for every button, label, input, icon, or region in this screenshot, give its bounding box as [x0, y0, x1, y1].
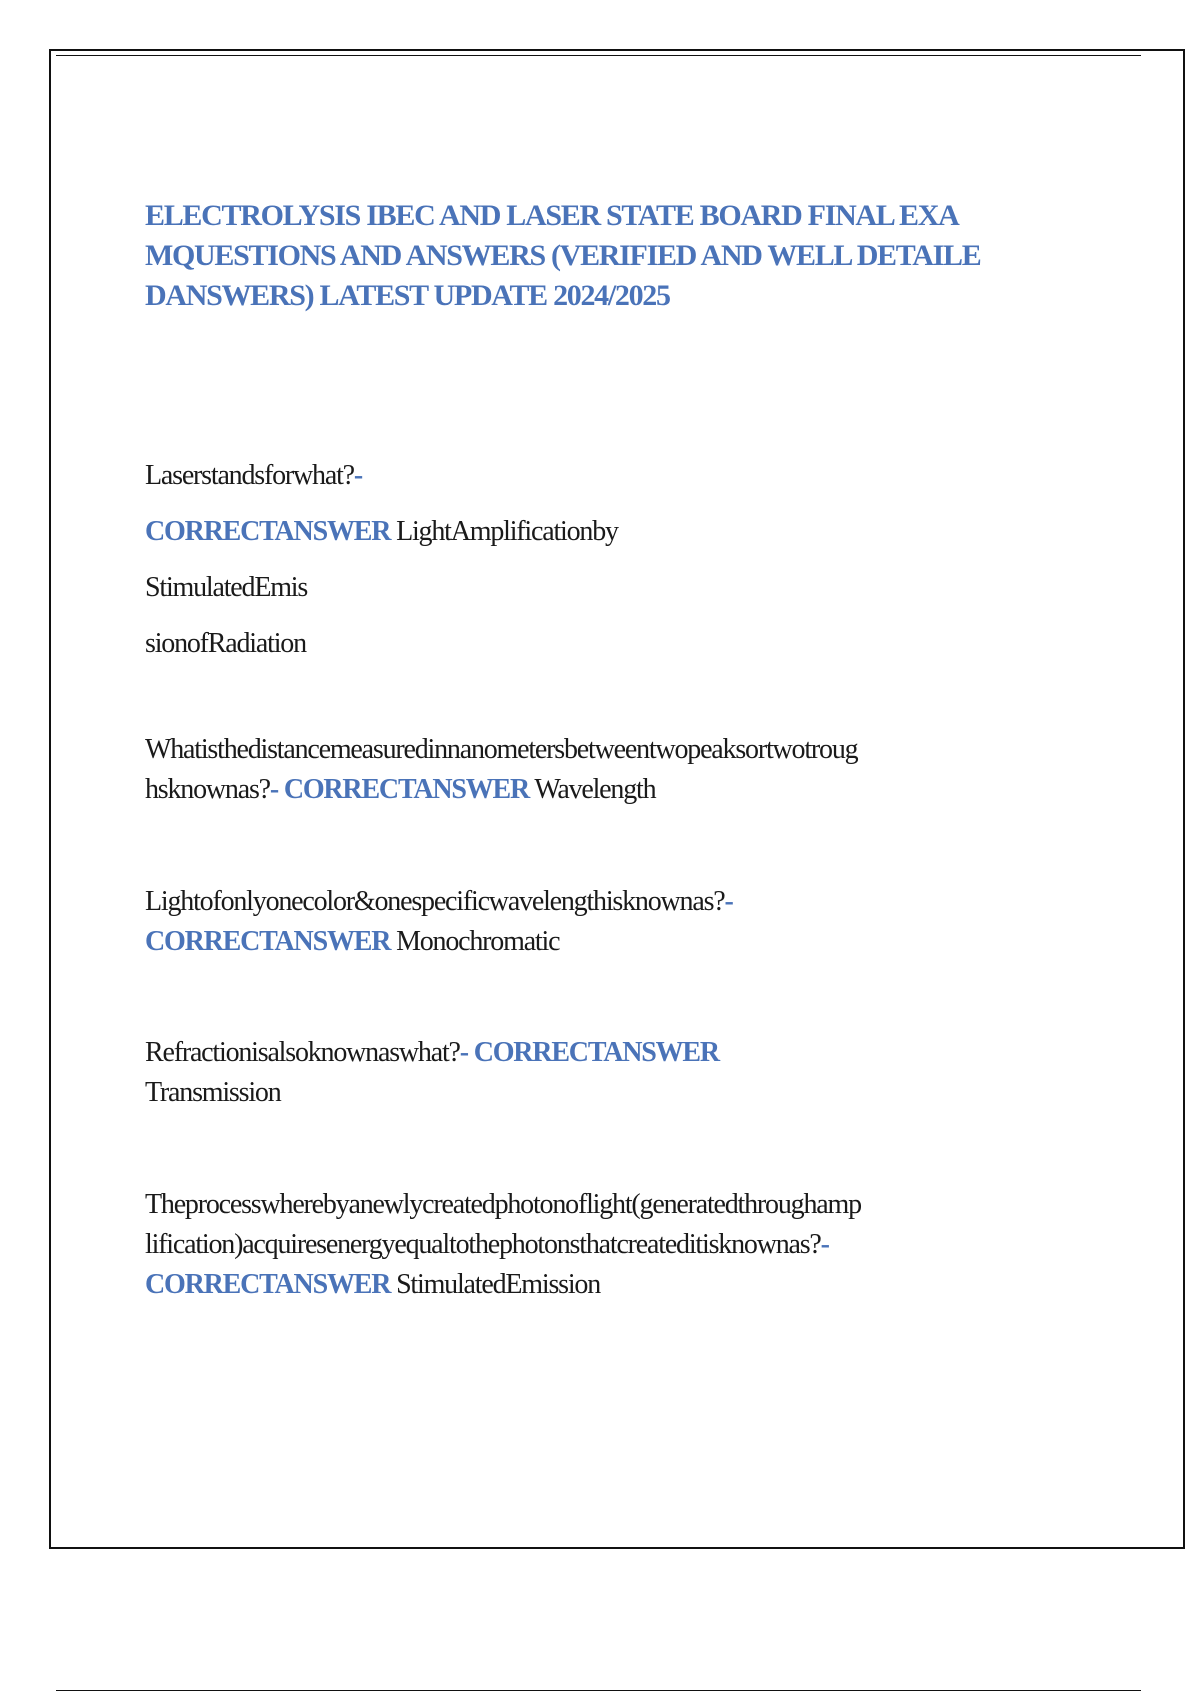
- answer-text-line-3: sionofRadiation: [145, 628, 306, 659]
- answer-dash: -: [820, 1229, 829, 1260]
- answer-dash: -: [459, 1037, 468, 1068]
- title-line-2: MQUESTIONS AND ANSWERS (VERIFIED AND WELL DETAILE: [145, 239, 981, 272]
- answer-text: Monochromatic: [396, 926, 560, 957]
- question-text-line-2: hsknownas?: [145, 774, 270, 805]
- qa-item-stimulated-emission: [145, 1185, 1090, 1305]
- document-title: [145, 196, 1090, 316]
- question-text-line-2: lification)acquiresenergyequaltothephotonsthatcreateditisknownas?: [145, 1229, 821, 1260]
- answer-text: Wavelength: [534, 774, 656, 805]
- top-rule: [56, 55, 1141, 56]
- correct-answer-label: CORRECTANSWER: [283, 774, 530, 805]
- answer-text-line-1: LightAmplificationby: [396, 516, 618, 547]
- question-text: Lightofonlyonecolor&onespecificwavelengthisknownas?: [145, 886, 725, 917]
- qa-item-monochromatic: [145, 882, 1090, 962]
- correct-answer-label: CORRECTANSWER: [145, 1269, 391, 1300]
- question-text: Laserstandsforwhat?: [145, 460, 354, 491]
- title-line-3: DANSWERS) LATEST UPDATE 2024/2025: [145, 279, 670, 312]
- question-text: Refractionisalsoknownaswhat?: [145, 1037, 460, 1068]
- bottom-rule: [56, 1690, 1141, 1691]
- qa-item-laser-acronym: [145, 448, 1090, 672]
- answer-text: Transmission: [145, 1077, 281, 1108]
- answer-text-line-2: StimulatedEmis: [145, 572, 308, 603]
- correct-answer-label: CORRECTANSWER: [473, 1037, 719, 1068]
- qa-item-refraction: [145, 1033, 1090, 1113]
- answer-dash: -: [353, 460, 363, 491]
- answer-dash: -: [269, 774, 278, 805]
- title-line-1: ELECTROLYSIS IBEC AND LASER STATE BOARD FINAL EXA: [145, 199, 959, 232]
- question-text-line-1: Whatisthedistancemeasuredinnanometersbetweentwopeaksortwotroug: [145, 734, 858, 765]
- answer-text: StimulatedEmission: [396, 1269, 601, 1300]
- question-text-line-1: Theprocesswherebyanewlycreatedphotonoflight(generatedthroughamp: [145, 1189, 861, 1220]
- answer-dash: -: [724, 886, 733, 917]
- qa-item-wavelength: [145, 730, 1090, 810]
- correct-answer-label: CORRECTANSWER: [145, 926, 391, 957]
- correct-answer-label: CORRECTANSWER: [145, 516, 391, 547]
